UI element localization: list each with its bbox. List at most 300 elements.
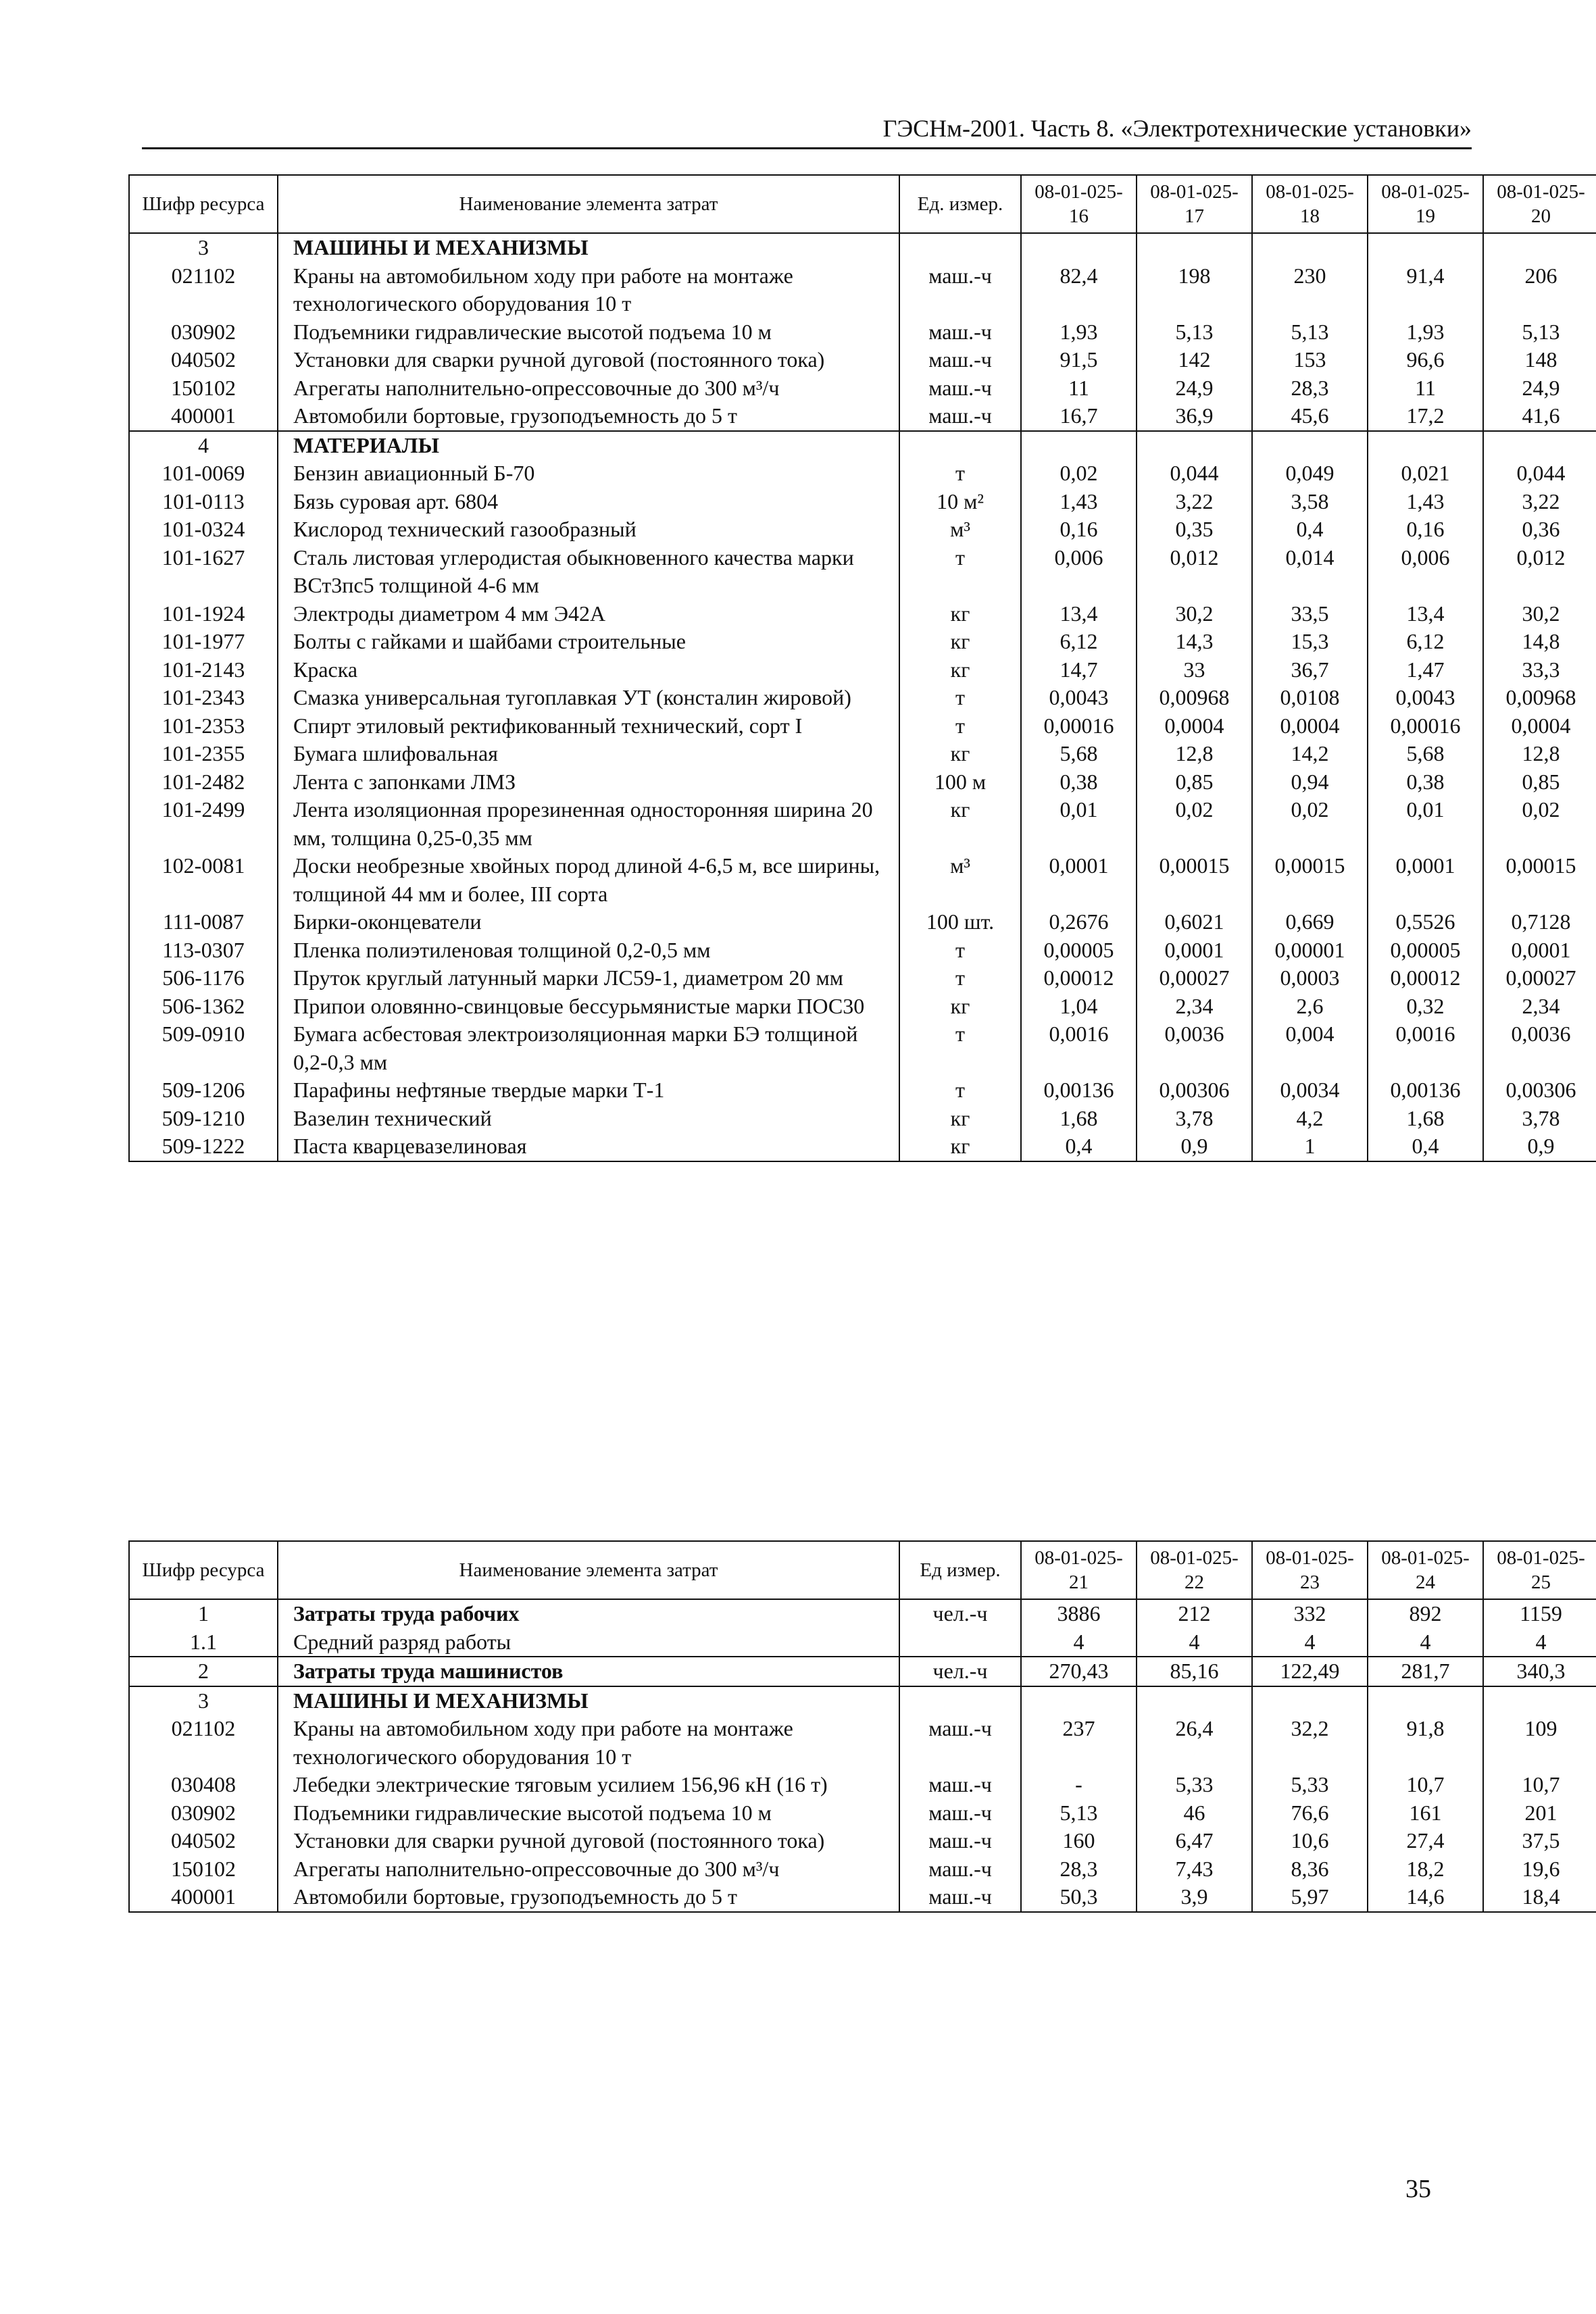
norm-value-cell: 5,97 xyxy=(1252,1883,1368,1912)
table-row xyxy=(129,964,1596,992)
norm-value-cell xyxy=(1021,431,1137,460)
resource-code-cell: 101-0324 xyxy=(129,515,278,544)
norm-value-cell: 33,3 xyxy=(1483,656,1596,684)
norm-value-cell: 0,0001 xyxy=(1021,852,1137,908)
norm-value-cell: 14,7 xyxy=(1021,656,1137,684)
norm-value-cell: 1,04 xyxy=(1021,992,1137,1021)
norm-value-cell: 19,6 xyxy=(1483,1855,1596,1884)
norm-value-cell: 0,0001 xyxy=(1483,936,1596,965)
norm-value-cell: 0,021 xyxy=(1368,459,1483,488)
norm-value-cell: 10,7 xyxy=(1368,1771,1483,1799)
table-row xyxy=(129,1628,1596,1657)
norm-value-cell: 4 xyxy=(1252,1628,1368,1657)
resource-name-cell: Бензин авиационный Б-70 xyxy=(278,459,899,488)
norm-value-cell: 0,7128 xyxy=(1483,908,1596,936)
section-row xyxy=(129,1657,1596,1686)
resource-code-cell: 021102 xyxy=(129,262,278,318)
unit-cell xyxy=(899,1686,1021,1715)
table-row xyxy=(129,346,1596,374)
norm-value-cell: 28,3 xyxy=(1021,1855,1137,1884)
resource-name-cell: Бирки-оконцеватели xyxy=(278,908,899,936)
norm-value-cell: 4 xyxy=(1368,1628,1483,1657)
norm-value-cell: 41,6 xyxy=(1483,402,1596,431)
resource-code-cell: 111-0087 xyxy=(129,908,278,936)
resource-code-cell: 030902 xyxy=(129,318,278,347)
norm-value-cell: 0,0004 xyxy=(1137,712,1252,740)
norm-value-cell: 0,4 xyxy=(1021,1132,1137,1161)
norm-value-cell: 32,2 xyxy=(1252,1715,1368,1771)
norm-value-cell: 0,00136 xyxy=(1021,1076,1137,1105)
norm-value-cell: 3,78 xyxy=(1483,1105,1596,1133)
table-row xyxy=(129,1827,1596,1855)
resource-name-cell: Пленка полиэтиленовая толщиной 0,2-0,5 мм xyxy=(278,936,899,965)
resource-name-cell: МАШИНЫ И МЕХАНИЗМЫ xyxy=(278,1686,899,1715)
norm-value-cell: 0,044 xyxy=(1137,459,1252,488)
norm-value-cell: 0,02 xyxy=(1137,796,1252,852)
norm-value-cell: 0,669 xyxy=(1252,908,1368,936)
resource-code-cell: 030902 xyxy=(129,1799,278,1828)
resource-code-cell: 101-1924 xyxy=(129,600,278,628)
norm-value-cell xyxy=(1137,1686,1252,1715)
unit-cell: маш.-ч xyxy=(899,402,1021,431)
resource-code-cell: 030408 xyxy=(129,1771,278,1799)
unit-cell: маш.-ч xyxy=(899,1827,1021,1855)
resource-name-cell: Лебедки электрические тяговым усилием 156,96 кН (16 т) xyxy=(278,1771,899,1799)
norm-value-cell: 206 xyxy=(1483,262,1596,318)
norm-value-cell: 76,6 xyxy=(1252,1799,1368,1828)
unit-cell: кг xyxy=(899,1105,1021,1133)
norm-value-cell: 37,5 xyxy=(1483,1827,1596,1855)
resource-code-cell: 509-1222 xyxy=(129,1132,278,1161)
norm-value-cell: 0,014 xyxy=(1252,544,1368,600)
norm-value-cell: 3,9 xyxy=(1137,1883,1252,1912)
norm-value-cell: 0,0016 xyxy=(1368,1020,1483,1076)
norm-value-cell: 1159 xyxy=(1483,1599,1596,1628)
norm-value-cell: 33 xyxy=(1137,656,1252,684)
resource-code-cell: 101-0113 xyxy=(129,488,278,516)
norm-value-cell: 13,4 xyxy=(1368,600,1483,628)
norm-value-cell: 4,2 xyxy=(1252,1105,1368,1133)
norm-value-cell: 36,9 xyxy=(1137,402,1252,431)
norm-value-cell: 30,2 xyxy=(1483,600,1596,628)
norm-value-cell: 0,00306 xyxy=(1483,1076,1596,1105)
norm-value-cell: 6,12 xyxy=(1368,628,1483,656)
norm-value-cell xyxy=(1137,233,1252,262)
unit-cell: кг xyxy=(899,740,1021,768)
norm-value-cell: 0,85 xyxy=(1483,768,1596,797)
norm-value-cell xyxy=(1021,1686,1137,1715)
table-row xyxy=(129,1771,1596,1799)
norm-value-cell: 12,8 xyxy=(1137,740,1252,768)
norm-value-cell: 0,4 xyxy=(1368,1132,1483,1161)
unit-cell: маш.-ч xyxy=(899,1771,1021,1799)
section-row xyxy=(129,1686,1596,1715)
table-row xyxy=(129,740,1596,768)
unit-cell: маш.-ч xyxy=(899,318,1021,347)
table-row xyxy=(129,628,1596,656)
table-row xyxy=(129,712,1596,740)
table-row xyxy=(129,1799,1596,1828)
norm-value-cell: 1,68 xyxy=(1021,1105,1137,1133)
resource-name-cell: Лента изоляционная прорезиненная односторонняя ширина 20 мм, толщина 0,25-0,35 мм xyxy=(278,796,899,852)
col-header-norm: 08-01-025-16 xyxy=(1021,175,1137,233)
norm-value-cell xyxy=(1368,1686,1483,1715)
norm-value-cell: 14,6 xyxy=(1368,1883,1483,1912)
norm-value-cell: 237 xyxy=(1021,1715,1137,1771)
norm-value-cell: 5,13 xyxy=(1021,1799,1137,1828)
resource-name-cell: МАТЕРИАЛЫ xyxy=(278,431,899,460)
norm-value-cell: 0,0003 xyxy=(1252,964,1368,992)
resource-code-cell: 101-1627 xyxy=(129,544,278,600)
unit-cell: т xyxy=(899,712,1021,740)
norm-value-cell: 0,00027 xyxy=(1137,964,1252,992)
col-header-norm: 08-01-025-19 xyxy=(1368,175,1483,233)
resource-name-cell: Агрегаты наполнительно-опрессовочные до 300 м³/ч xyxy=(278,1855,899,1884)
resource-code-cell: 400001 xyxy=(129,402,278,431)
norm-value-cell: 0,38 xyxy=(1368,768,1483,797)
unit-cell: кг xyxy=(899,600,1021,628)
norm-value-cell: 14,2 xyxy=(1252,740,1368,768)
norm-value-cell: 30,2 xyxy=(1137,600,1252,628)
norm-value-cell: 0,00015 xyxy=(1483,852,1596,908)
norm-value-cell: 16,7 xyxy=(1021,402,1137,431)
norm-value-cell: 5,68 xyxy=(1021,740,1137,768)
norm-value-cell: 45,6 xyxy=(1252,402,1368,431)
norm-value-cell: 0,0001 xyxy=(1137,936,1252,965)
norm-value-cell: 0,32 xyxy=(1368,992,1483,1021)
resource-name-cell: Краска xyxy=(278,656,899,684)
norm-value-cell: 5,33 xyxy=(1137,1771,1252,1799)
table-row xyxy=(129,1076,1596,1105)
resource-name-cell: Краны на автомобильном ходу при работе на монтаже технологического оборудования 10 т xyxy=(278,1715,899,1771)
norm-value-cell: 12,8 xyxy=(1483,740,1596,768)
resource-name-cell: Установки для сварки ручной дуговой (постоянного тока) xyxy=(278,1827,899,1855)
norm-value-cell: 201 xyxy=(1483,1799,1596,1828)
unit-cell: т xyxy=(899,459,1021,488)
norm-value-cell: 11 xyxy=(1021,374,1137,403)
norm-value-cell xyxy=(1137,431,1252,460)
col-header-norm: 08-01-025-24 xyxy=(1368,1541,1483,1599)
norm-value-cell: 0,16 xyxy=(1368,515,1483,544)
table-row xyxy=(129,262,1596,318)
norm-value-cell: 3,58 xyxy=(1252,488,1368,516)
norm-value-cell: 281,7 xyxy=(1368,1657,1483,1686)
resource-name-cell: Подъемники гидравлические высотой подъема 10 м xyxy=(278,318,899,347)
norm-value-cell: 28,3 xyxy=(1252,374,1368,403)
norm-value-cell: 0,02 xyxy=(1483,796,1596,852)
norm-value-cell xyxy=(1021,233,1137,262)
table-row xyxy=(129,1020,1596,1076)
norm-value-cell: 0,00968 xyxy=(1137,684,1252,712)
section-row xyxy=(129,233,1596,262)
resource-code-cell: 101-2143 xyxy=(129,656,278,684)
norm-value-cell: 0,006 xyxy=(1368,544,1483,600)
resource-name-cell: Электроды диаметром 4 мм Э42А xyxy=(278,600,899,628)
unit-cell: маш.-ч xyxy=(899,262,1021,318)
resource-name-cell: Автомобили бортовые, грузоподъемность до 5 т xyxy=(278,1883,899,1912)
norm-value-cell: 50,3 xyxy=(1021,1883,1137,1912)
norm-value-cell: 33,5 xyxy=(1252,600,1368,628)
table-row xyxy=(129,318,1596,347)
table-row xyxy=(129,684,1596,712)
norm-value-cell: 11 xyxy=(1368,374,1483,403)
norm-value-cell: 0,012 xyxy=(1137,544,1252,600)
norm-value-cell: 122,49 xyxy=(1252,1657,1368,1686)
norm-value-cell: 0,16 xyxy=(1021,515,1137,544)
norm-value-cell: 4 xyxy=(1483,1628,1596,1657)
resource-table-1 xyxy=(128,174,1596,1162)
resource-code-cell: 1 xyxy=(129,1599,278,1628)
norm-value-cell: 0,01 xyxy=(1021,796,1137,852)
table-row xyxy=(129,459,1596,488)
resource-table-2 xyxy=(128,1540,1596,1913)
norm-value-cell: 0,00005 xyxy=(1368,936,1483,965)
norm-value-cell: 1,47 xyxy=(1368,656,1483,684)
unit-cell: кг xyxy=(899,1132,1021,1161)
resource-name-cell: Паста кварцевазелиновая xyxy=(278,1132,899,1161)
norm-value-cell: 0,00012 xyxy=(1368,964,1483,992)
table-row xyxy=(129,544,1596,600)
unit-cell: 100 м xyxy=(899,768,1021,797)
table-body xyxy=(129,233,1596,1161)
resource-code-cell: 101-2353 xyxy=(129,712,278,740)
unit-cell: чел.-ч xyxy=(899,1599,1021,1628)
resource-name-cell: Бумага асбестовая электроизоляционная марки БЭ толщиной 0,2-0,3 мм xyxy=(278,1020,899,1076)
resource-name-cell: Установки для сварки ручной дуговой (постоянного тока) xyxy=(278,346,899,374)
norm-value-cell: 18,2 xyxy=(1368,1855,1483,1884)
resource-name-cell: Кислород технический газообразный xyxy=(278,515,899,544)
norm-value-cell: 1,68 xyxy=(1368,1105,1483,1133)
norm-value-cell: 5,13 xyxy=(1483,318,1596,347)
norm-value-cell: 0,00136 xyxy=(1368,1076,1483,1105)
norm-value-cell: 46 xyxy=(1137,1799,1252,1828)
norm-value-cell: 17,2 xyxy=(1368,402,1483,431)
norm-value-cell: 7,43 xyxy=(1137,1855,1252,1884)
resource-name-cell: Припои оловянно-свинцовые бессурьмянистые марки ПОС30 xyxy=(278,992,899,1021)
unit-cell: маш.-ч xyxy=(899,1883,1021,1912)
norm-value-cell: 8,36 xyxy=(1252,1855,1368,1884)
norm-value-cell: 1,93 xyxy=(1368,318,1483,347)
resource-name-cell: Доски необрезные хвойных пород длиной 4-6,5 м, все ширины, толщиной 44 мм и более, III сорта xyxy=(278,852,899,908)
resource-name-cell: Затраты труда машинистов xyxy=(278,1657,899,1686)
unit-cell xyxy=(899,233,1021,262)
resource-code-cell: 040502 xyxy=(129,1827,278,1855)
resource-code-cell: 101-2482 xyxy=(129,768,278,797)
norm-value-cell: 26,4 xyxy=(1137,1715,1252,1771)
unit-cell: маш.-ч xyxy=(899,1799,1021,1828)
norm-value-cell: 24,9 xyxy=(1483,374,1596,403)
norm-value-cell: 0,00015 xyxy=(1252,852,1368,908)
resource-code-cell: 113-0307 xyxy=(129,936,278,965)
norm-value-cell: 0,00016 xyxy=(1368,712,1483,740)
table-row xyxy=(129,600,1596,628)
resource-code-cell: 3 xyxy=(129,233,278,262)
resource-code-cell: 506-1176 xyxy=(129,964,278,992)
resource-name-cell: Подъемники гидравлические высотой подъема 10 м xyxy=(278,1799,899,1828)
resource-name-cell: Затраты труда рабочих xyxy=(278,1599,899,1628)
resource-code-cell: 509-0910 xyxy=(129,1020,278,1076)
table-row xyxy=(129,992,1596,1021)
resource-name-cell: Пруток круглый латунный марки ЛС59-1, диаметром 20 мм xyxy=(278,964,899,992)
norm-value-cell: 4 xyxy=(1021,1628,1137,1657)
resource-name-cell: Бумага шлифовальная xyxy=(278,740,899,768)
table-row xyxy=(129,402,1596,431)
norm-value-cell: 2,34 xyxy=(1483,992,1596,1021)
table-row xyxy=(129,515,1596,544)
norm-value-cell: 18,4 xyxy=(1483,1883,1596,1912)
norm-value-cell: 3,22 xyxy=(1137,488,1252,516)
resource-code-cell: 509-1206 xyxy=(129,1076,278,1105)
resource-code-cell: 1.1 xyxy=(129,1628,278,1657)
norm-value-cell: 0,0043 xyxy=(1021,684,1137,712)
norm-value-cell: 0,00027 xyxy=(1483,964,1596,992)
col-header-norm: 08-01-025-25 xyxy=(1483,1541,1596,1599)
norm-value-cell: 0,94 xyxy=(1252,768,1368,797)
unit-cell xyxy=(899,431,1021,460)
resource-code-cell: 2 xyxy=(129,1657,278,1686)
norm-value-cell: 13,4 xyxy=(1021,600,1137,628)
resource-code-cell: 101-2343 xyxy=(129,684,278,712)
norm-value-cell: 5,33 xyxy=(1252,1771,1368,1799)
resource-code-cell: 040502 xyxy=(129,346,278,374)
norm-value-cell: 0,02 xyxy=(1252,796,1368,852)
norm-value-cell: 2,6 xyxy=(1252,992,1368,1021)
unit-cell: т xyxy=(899,1020,1021,1076)
norm-value-cell xyxy=(1252,431,1368,460)
norm-value-cell: 24,9 xyxy=(1137,374,1252,403)
unit-cell: кг xyxy=(899,796,1021,852)
norm-value-cell xyxy=(1368,233,1483,262)
norm-value-cell: 0,049 xyxy=(1252,459,1368,488)
unit-cell: кг xyxy=(899,992,1021,1021)
unit-cell xyxy=(899,1628,1021,1657)
norm-value-cell: 0,85 xyxy=(1137,768,1252,797)
col-header-code: Шифр ресурса xyxy=(129,175,278,233)
norm-value-cell: 161 xyxy=(1368,1799,1483,1828)
table-body xyxy=(129,1599,1596,1912)
resource-name-cell: Агрегаты наполнительно-опрессовочные до 300 м³/ч xyxy=(278,374,899,403)
norm-value-cell: 96,6 xyxy=(1368,346,1483,374)
norm-value-cell: 1 xyxy=(1252,1132,1368,1161)
section-row xyxy=(129,1599,1596,1628)
resource-code-cell: 150102 xyxy=(129,374,278,403)
norm-value-cell: 0,0036 xyxy=(1137,1020,1252,1076)
norm-value-cell: 1,93 xyxy=(1021,318,1137,347)
table-row xyxy=(129,768,1596,797)
norm-value-cell: 3886 xyxy=(1021,1599,1137,1628)
norm-value-cell: 1,43 xyxy=(1368,488,1483,516)
resource-name-cell: Бязь суровая арт. 6804 xyxy=(278,488,899,516)
table-row xyxy=(129,908,1596,936)
norm-value-cell: 0,5526 xyxy=(1368,908,1483,936)
unit-cell: 10 м² xyxy=(899,488,1021,516)
resource-name-cell: Краны на автомобильном ходу при работе на монтаже технологического оборудования 10 т xyxy=(278,262,899,318)
unit-cell: маш.-ч xyxy=(899,1855,1021,1884)
unit-cell: маш.-ч xyxy=(899,346,1021,374)
table-row xyxy=(129,656,1596,684)
norm-value-cell: 0,02 xyxy=(1021,459,1137,488)
unit-cell: 100 шт. xyxy=(899,908,1021,936)
table-row xyxy=(129,936,1596,965)
resource-name-cell: Болты с гайками и шайбами строительные xyxy=(278,628,899,656)
norm-value-cell: 892 xyxy=(1368,1599,1483,1628)
norm-value-cell: 153 xyxy=(1252,346,1368,374)
resource-code-cell: 400001 xyxy=(129,1883,278,1912)
norm-value-cell: 91,4 xyxy=(1368,262,1483,318)
table-row xyxy=(129,796,1596,852)
col-header-norm: 08-01-025-17 xyxy=(1137,175,1252,233)
norm-value-cell: 0,004 xyxy=(1252,1020,1368,1076)
table-row xyxy=(129,488,1596,516)
unit-cell: т xyxy=(899,1076,1021,1105)
norm-value-cell: - xyxy=(1021,1771,1137,1799)
unit-cell: м³ xyxy=(899,515,1021,544)
norm-value-cell: 27,4 xyxy=(1368,1827,1483,1855)
header-rule xyxy=(142,147,1472,149)
norm-value-cell: 0,044 xyxy=(1483,459,1596,488)
norm-value-cell: 340,3 xyxy=(1483,1657,1596,1686)
norm-value-cell: 4 xyxy=(1137,1628,1252,1657)
norm-value-cell: 0,00001 xyxy=(1252,936,1368,965)
norm-value-cell: 0,00012 xyxy=(1021,964,1137,992)
resource-name-cell: Смазка универсальная тугоплавкая УТ (консталин жировой) xyxy=(278,684,899,712)
norm-value-cell: 85,16 xyxy=(1137,1657,1252,1686)
norm-value-cell: 0,4 xyxy=(1252,515,1368,544)
norm-value-cell: 0,0108 xyxy=(1252,684,1368,712)
unit-cell: кг xyxy=(899,656,1021,684)
norm-value-cell: 14,3 xyxy=(1137,628,1252,656)
unit-cell: т xyxy=(899,544,1021,600)
unit-cell: т xyxy=(899,936,1021,965)
norm-value-cell: 10,7 xyxy=(1483,1771,1596,1799)
norm-value-cell: 0,0036 xyxy=(1483,1020,1596,1076)
col-header-norm: 08-01-025-20 xyxy=(1483,175,1596,233)
table-row xyxy=(129,374,1596,403)
unit-cell: т xyxy=(899,684,1021,712)
col-header-unit: Ед. измер. xyxy=(899,175,1021,233)
norm-value-cell: 1,43 xyxy=(1021,488,1137,516)
table-row xyxy=(129,1105,1596,1133)
norm-value-cell: 0,36 xyxy=(1483,515,1596,544)
norm-value-cell: 5,68 xyxy=(1368,740,1483,768)
norm-value-cell xyxy=(1483,431,1596,460)
resource-name-cell: Средний разряд работы xyxy=(278,1628,899,1657)
unit-cell: м³ xyxy=(899,852,1021,908)
norm-value-cell: 0,0016 xyxy=(1021,1020,1137,1076)
norm-value-cell: 91,5 xyxy=(1021,346,1137,374)
norm-value-cell: 10,6 xyxy=(1252,1827,1368,1855)
norm-value-cell: 0,0004 xyxy=(1483,712,1596,740)
norm-value-cell: 14,8 xyxy=(1483,628,1596,656)
norm-value-cell: 0,01 xyxy=(1368,796,1483,852)
table-header xyxy=(129,175,1596,233)
page-number: 35 xyxy=(1405,2175,1431,2203)
unit-cell: маш.-ч xyxy=(899,1715,1021,1771)
norm-value-cell: 198 xyxy=(1137,262,1252,318)
norm-value-cell: 332 xyxy=(1252,1599,1368,1628)
norm-value-cell: 212 xyxy=(1137,1599,1252,1628)
norm-value-cell: 0,012 xyxy=(1483,544,1596,600)
norm-value-cell xyxy=(1252,233,1368,262)
norm-value-cell: 148 xyxy=(1483,346,1596,374)
norm-value-cell: 0,00016 xyxy=(1021,712,1137,740)
norm-value-cell: 270,43 xyxy=(1021,1657,1137,1686)
norm-value-cell: 0,0034 xyxy=(1252,1076,1368,1105)
unit-cell: маш.-ч xyxy=(899,374,1021,403)
col-header-norm: 08-01-025-23 xyxy=(1252,1541,1368,1599)
resource-name-cell: Спирт этиловый ректификованный технический, сорт I xyxy=(278,712,899,740)
resource-code-cell: 150102 xyxy=(129,1855,278,1884)
